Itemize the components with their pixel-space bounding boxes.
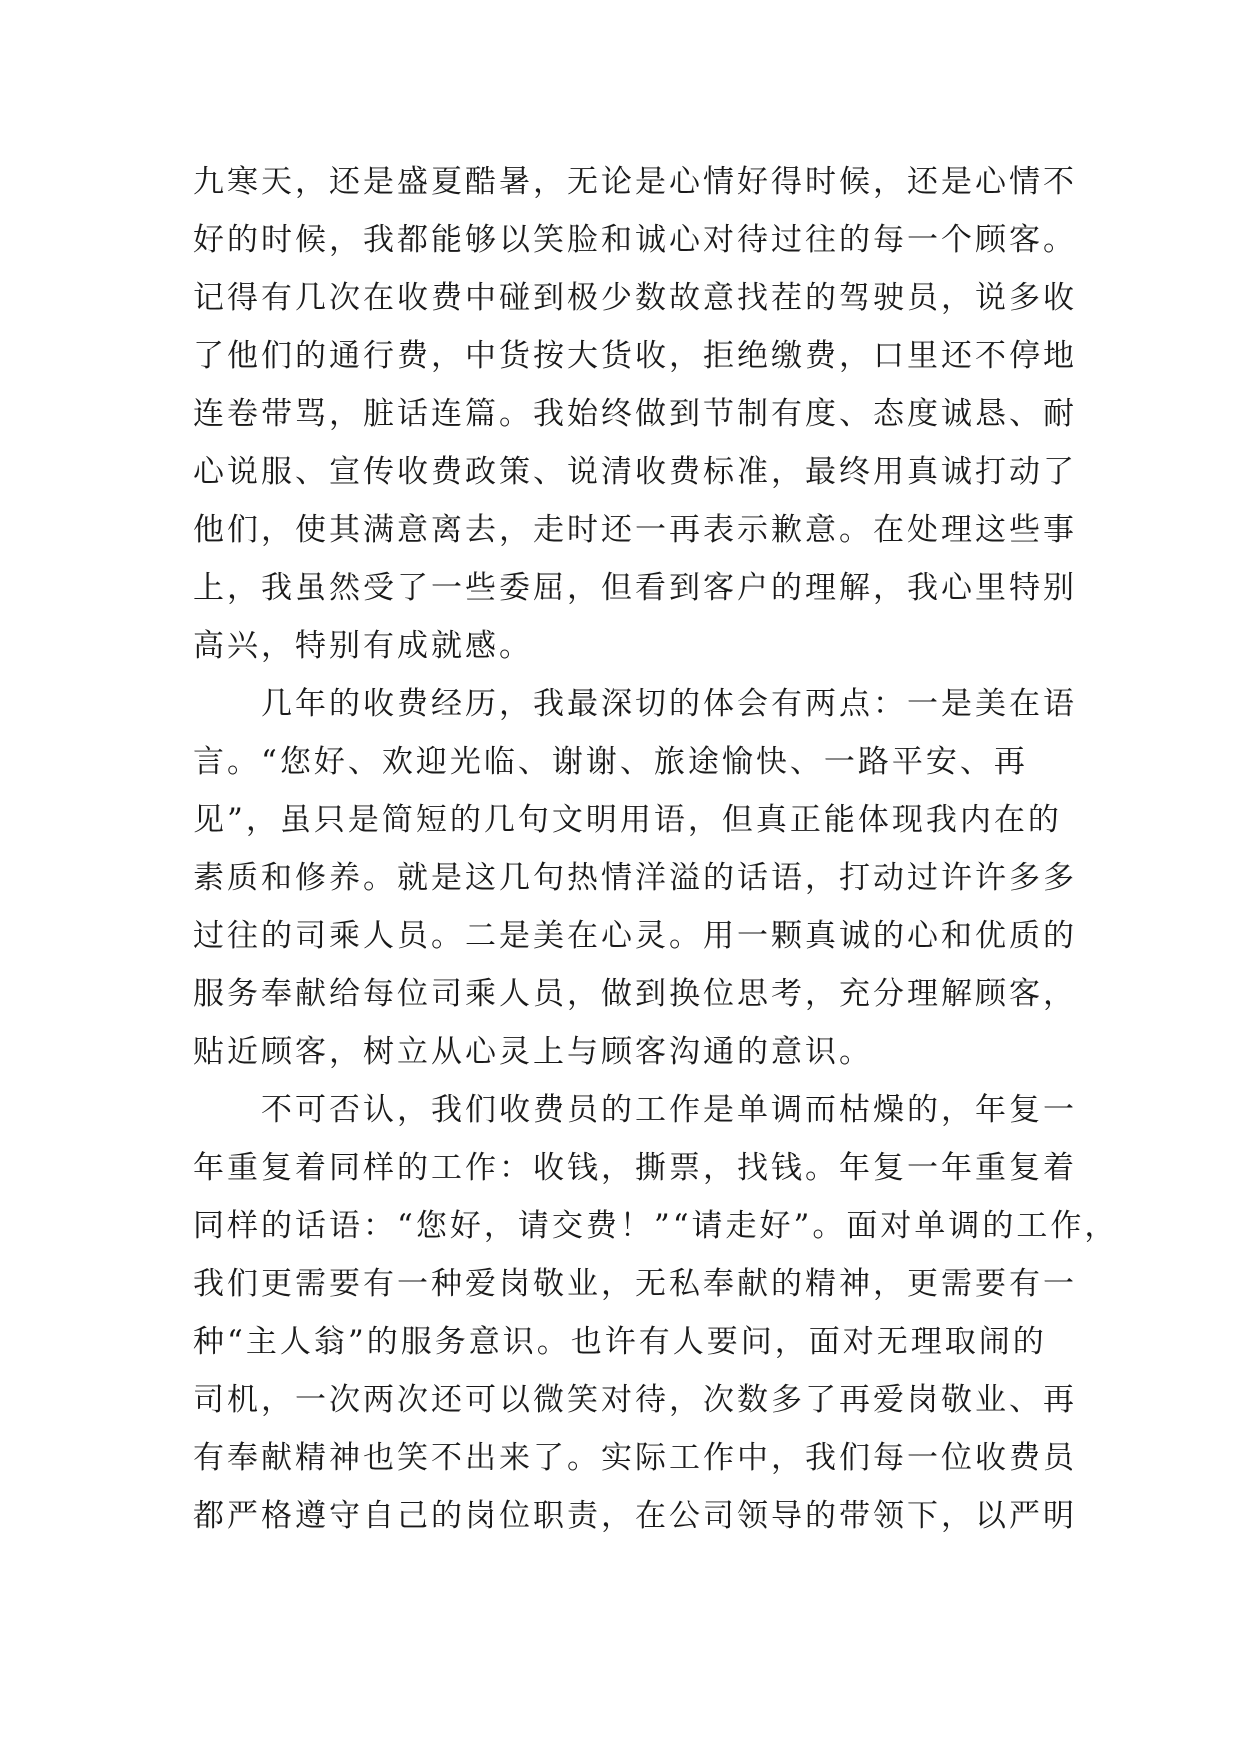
paragraph-first-line: 不可否认，我们收费员的工作是单调而枯燥的，年复一	[261, 1092, 1077, 1128]
text-line: 有奉献精神也笑不出来了。实际工作中，我们每一位收费员	[193, 1440, 1077, 1476]
text-line: 贴近顾客，树立从心灵上与顾客沟通的意识。	[193, 1034, 873, 1070]
text-line: 他们，使其满意离去，走时还一再表示歉意。在处理这些事	[193, 512, 1077, 548]
text-line: 年重复着同样的工作：收钱，撕票，找钱。年复一年重复着	[193, 1150, 1077, 1186]
text-line: 上，我虽然受了一些委屈，但看到客户的理解，我心里特别	[193, 570, 1077, 606]
paragraph-first-line: 几年的收费经历，我最深切的体会有两点：一是美在语	[261, 686, 1077, 722]
text-line: 见”，虽只是简短的几句文明用语，但真正能体现我内在的	[193, 802, 1062, 838]
text-line: 记得有几次在收费中碰到极少数故意找茬的驾驶员，说多收	[193, 280, 1077, 316]
text-line: 过往的司乘人员。二是美在心灵。用一颗真诚的心和优质的	[193, 918, 1077, 954]
text-line: 都严格遵守自己的岗位职责，在公司领导的带领下，以严明	[193, 1498, 1077, 1534]
text-line: 种“主人翁”的服务意识。也许有人要问，面对无理取闹的	[193, 1324, 1047, 1360]
text-line: 素质和修养。就是这几句热情洋溢的话语，打动过许许多多	[193, 860, 1077, 896]
text-line: 高兴，特别有成就感。	[193, 628, 533, 664]
text-line: 九寒天，还是盛夏酷暑，无论是心情好得时候，还是心情不	[193, 164, 1077, 200]
text-line: 我们更需要有一种爱岗敬业，无私奉献的精神，更需要有一	[193, 1266, 1077, 1302]
text-line: 连卷带骂，脏话连篇。我始终做到节制有度、态度诚恳、耐	[193, 396, 1077, 432]
text-line: 了他们的通行费，中货按大货收，拒绝缴费，口里还不停地	[193, 338, 1077, 374]
body-text	[193, 153, 1119, 1545]
text-line: 同样的话语：“您好，请交费！”“请走好”。面对单调的工作，	[193, 1208, 1119, 1244]
text-line: 心说服、宣传收费政策、说清收费标准，最终用真诚打动了	[193, 454, 1077, 490]
text-line: 服务奉献给每位司乘人员，做到换位思考，充分理解顾客，	[193, 976, 1077, 1012]
text-line: 司机，一次两次还可以微笑对待，次数多了再爱岗敬业、再	[193, 1382, 1077, 1418]
text-line: 好的时候，我都能够以笑脸和诚心对待过往的每一个顾客。	[193, 222, 1077, 258]
text-line: 言。“您好、欢迎光临、谢谢、旅途愉快、一路平安、再	[193, 744, 1028, 780]
